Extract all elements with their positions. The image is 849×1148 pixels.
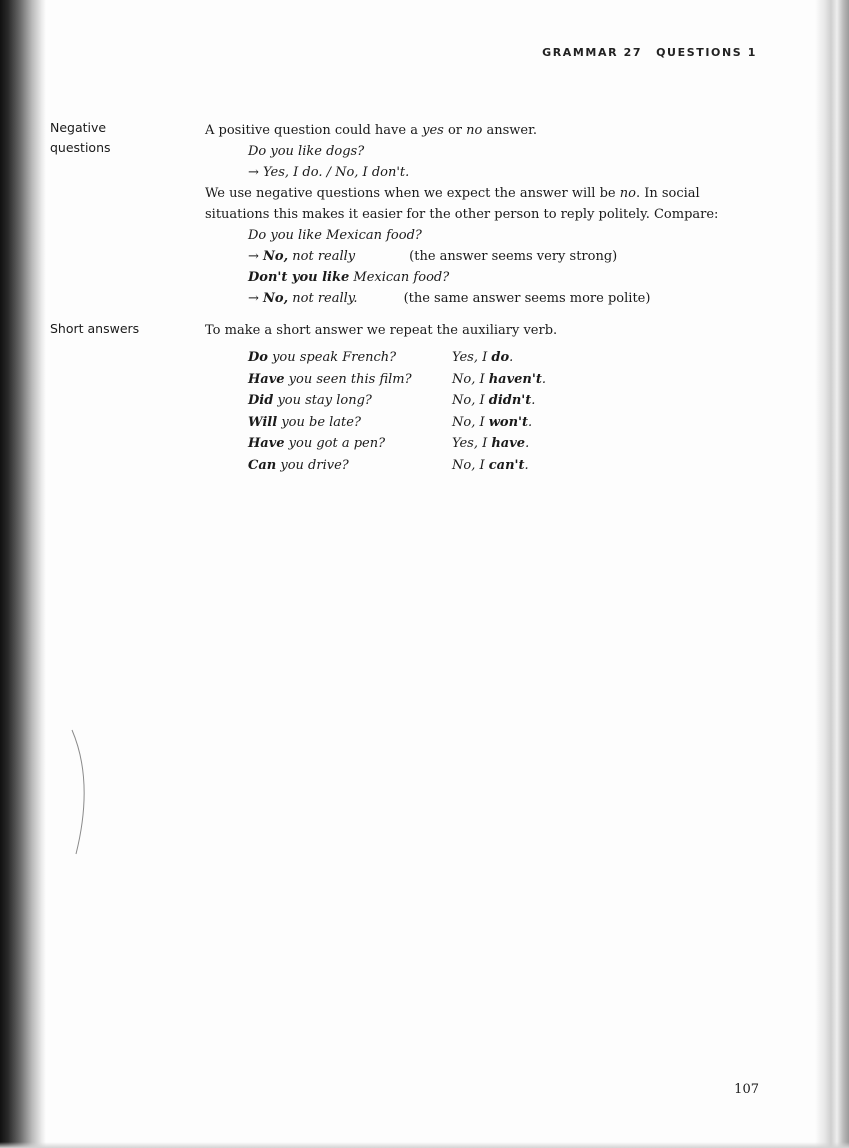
example-question: Do you like Mexican food?: [248, 228, 422, 243]
header-chapter: GRAMMAR 27: [542, 46, 643, 59]
short-answers-intro: To make a short answer we repeat the auxiliary verb.: [205, 323, 558, 338]
header-topic: QUESTIONS 1: [656, 46, 757, 59]
arrow-icon: →: [248, 249, 259, 264]
question-cell: Can you drive?: [248, 457, 349, 473]
side-heading-negative-questions: [50, 118, 111, 158]
binding-shadow: [0, 0, 46, 1148]
example-answer: → Yes, I do. / No, I don't.: [248, 165, 410, 180]
pencil-mark: [60, 728, 100, 858]
question-cell: Have you got a pen?: [248, 436, 386, 451]
side-heading-line: questions: [50, 140, 111, 155]
page-edge: [815, 0, 849, 1148]
question-cell: Did you stay long?: [248, 393, 372, 408]
running-header: [542, 46, 757, 59]
arrow-icon: →: [248, 291, 259, 306]
example-question: Don't you like Mexican food?: [248, 270, 450, 285]
question-cell: Do you speak French?: [248, 350, 397, 365]
example-question: Do you like dogs?: [248, 144, 365, 159]
answer-cell: No, I can't.: [452, 457, 529, 473]
example-note: (the answer seems very strong): [409, 249, 618, 264]
example-answer: → No, not really. (the same answer seems more polite): [248, 291, 651, 306]
answer-cell: No, I didn't.: [452, 393, 536, 408]
arrow-icon: →: [248, 165, 259, 180]
page-bottom-edge: [0, 1142, 849, 1148]
example-answer: → No, not really (the answer seems very strong): [248, 249, 618, 264]
answer-cell: No, I won't.: [452, 414, 533, 430]
intro-line: A positive question could have a yes or no answer.: [205, 123, 537, 138]
page-number: 107: [734, 1082, 759, 1097]
answer-cell: No, I haven't.: [452, 371, 547, 387]
side-heading-line: Negative: [50, 120, 107, 135]
answer-cell: Yes, I do.: [452, 350, 514, 365]
paragraph-line: situations this makes it easier for the other person to reply politely. Compare:: [205, 207, 719, 222]
side-heading-short-answers: Short answers: [50, 321, 140, 336]
example-note: (the same answer seems more polite): [403, 291, 651, 306]
answer-cell: Yes, I have.: [452, 436, 530, 451]
paragraph-line: We use negative questions when we expect the answer will be no. In social: [205, 186, 700, 201]
question-cell: Have you seen this film?: [248, 371, 412, 387]
question-cell: Will you be late?: [248, 414, 361, 430]
negative-questions-body: [205, 120, 765, 309]
